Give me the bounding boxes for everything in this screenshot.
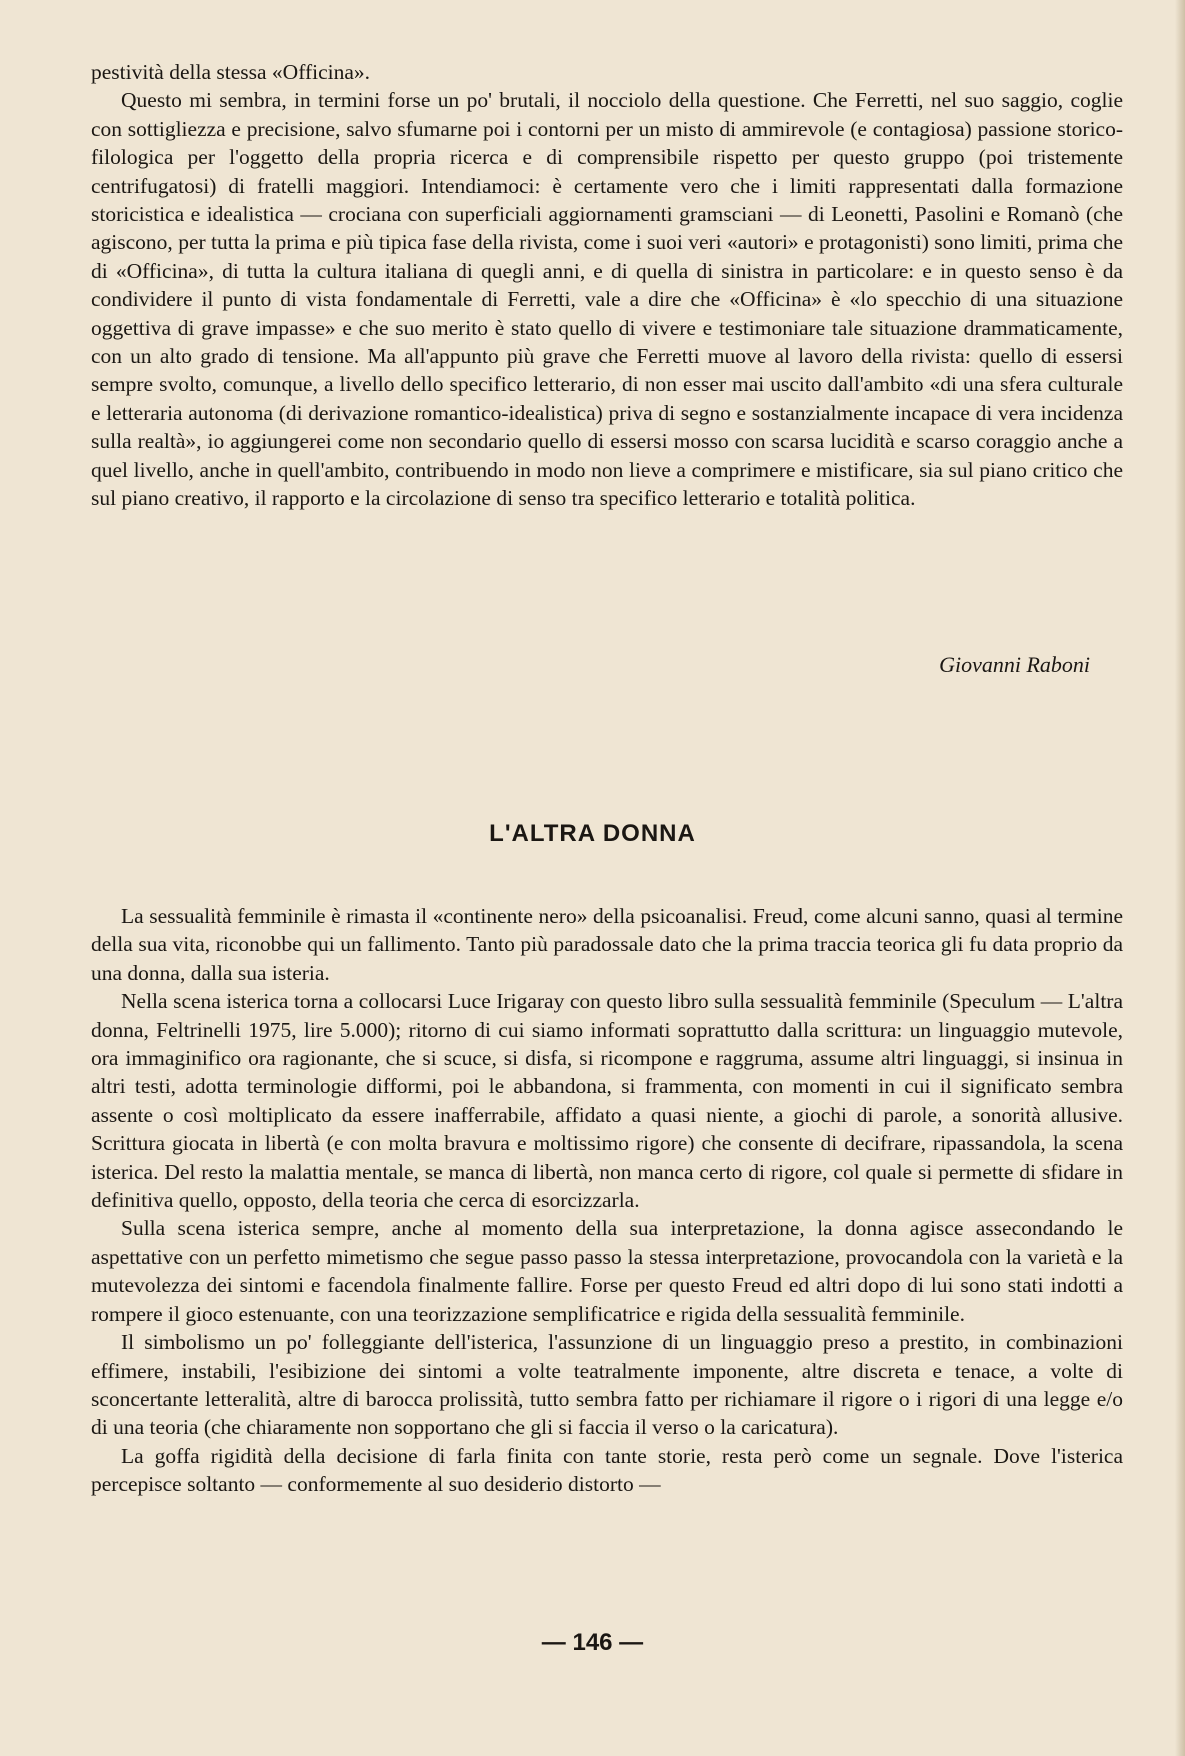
paragraph: La goffa rigidità della decisione di farla finita con tante storie, resta però come un segnale. Dove l'isterica percepisce soltanto — conformemente al suo desiderio distorto — <box>91 1443 1123 1497</box>
author-signature: Giovanni Raboni <box>939 652 1090 677</box>
section-body <box>91 902 1123 1499</box>
article-continuation <box>91 58 1123 513</box>
paragraph: Sulla scena isterica sempre, anche al momento della sua interpretazione, la donna agisce assecondando le aspettative con un perfetto mimetismo che segue passo passo la stessa interpretazione, provocandola con la varietà e la mutevolezza dei sintomi e facendola finalmente fallire. Forse per questo Freud ed altri dopo di lui sono stati indotti a rompere il gioco estenuante, con una teorizzazione semplificatrice e rigida della sessualità femminile. <box>91 1216 1123 1326</box>
paragraph: La sessualità femminile è rimasta il «continente nero» della psicoanalisi. Freud, come alcuni sanno, quasi al termine della sua vita, riconobbe qui un fallimento. Tanto più paradossale dato che la prima traccia teorica gli fu data proprio da una donna, dalla sua isteria. <box>91 904 1123 985</box>
paragraph: Questo mi sembra, in termini forse un po' brutali, il nocciolo della questione. Che Ferretti, nel suo saggio, coglie con sottigliezza e precisione, salvo sfumarne poi i contorni per un misto di ammirevole (e contagiosa) passione storico-filologica per l'oggetto della propria ricerca e di comprensibile rispetto per questo gruppo (poi tristemente centrifugatosi) di fratelli maggiori. Intendiamoci: è certamente vero che i limiti rappresentati dalla formazione storicistica e idealistica — crociana con superficiali aggiornamenti gramsciani — di Leonetti, Pasolini e Romanò (che agiscono, per tutta la prima e più tipica fase della rivista, come i suoi veri «autori» e protagonisti) sono limiti, prima che di «Officina», di tutta la cultura italiana di quegli anni, e di quella di sinistra in particolare: e in questo senso è da condividere il punto di vista fondamentale di Ferretti, vale a dire che «Officina» è «lo specchio di una situazione oggettiva di grave impasse» e che suo merito è stato quello di vivere e testimoniare tale situazione drammaticamente, con un alto grado di tensione. Ma all'appunto più grave che Ferretti muove al lavoro della rivista: quello di essersi sempre svolto, comunque, a livello dello specifico letterario, di non esser mai uscito dall'ambito «di una sfera culturale e letteraria autonoma (di derivazione romantico-idealistica) priva di segno e sostanzialmente incapace di vera incidenza sulla realtà», io aggiungerei come non secondario quello di essersi mosso con scarsa lucidità e scarso coraggio anche a quel livello, anche in quell'ambito, contribuendo in modo non lieve a comprimere e mistificare, sia sul piano critico che sul piano creativo, il rapporto e la circolazione di senso tra specifico letterario e totalità politica. <box>91 88 1123 511</box>
paragraph: Nella scena isterica torna a collocarsi Luce Irigaray con questo libro sulla sessualità femminile (Speculum — L'altra donna, Feltrinelli 1975, lire 5.000); ritorno di cui siamo informati soprattutto dalla scrittura: un linguaggio mutevole, ora immaginifico ora ragionante, che si scuce, si disfa, si ricompone e raggruma, assume altri linguaggi, si insinua in altri testi, adotta terminologie difformi, poi le abbandona, si frammenta, con momenti in cui il significato sembra assente o così moltiplicato da essere inafferrabile, affidato a quasi niente, a giochi di parole, a sonorità allusive. Scrittura giocata in libertà (e con molta bravura e moltissimo rigore) che consente di decifrare, ripassandola, la scena isterica. Del resto la malattia mentale, se manca di libertà, non manca certo di rigore, col quale si permette di sfidare in definitiva quello, opposto, della teoria che cerca di esorcizzarla. <box>91 989 1123 1213</box>
paragraph: pestività della stessa «Officina». <box>91 60 371 84</box>
section-title: L'ALTRA DONNA <box>489 820 696 847</box>
page-number: — 146 — <box>541 1629 644 1656</box>
paragraph: Il simbolismo un po' folleggiante dell'isterica, l'assunzione di un linguaggio preso a prestito, in combinazioni effimere, instabili, l'esibizione dei sintomi a volte teatralmente imponente, altre discreta e tenace, a volte di sconcertante letteralità, altre di barocca prolissità, tutto sembra fatto per richiamare il rigore o i rigori di una legge e/o di una teoria (che chiaramente non sopportano che gli si faccia il verso o la caricatura). <box>91 1330 1123 1440</box>
page-edge-shadow <box>1175 0 1185 1756</box>
